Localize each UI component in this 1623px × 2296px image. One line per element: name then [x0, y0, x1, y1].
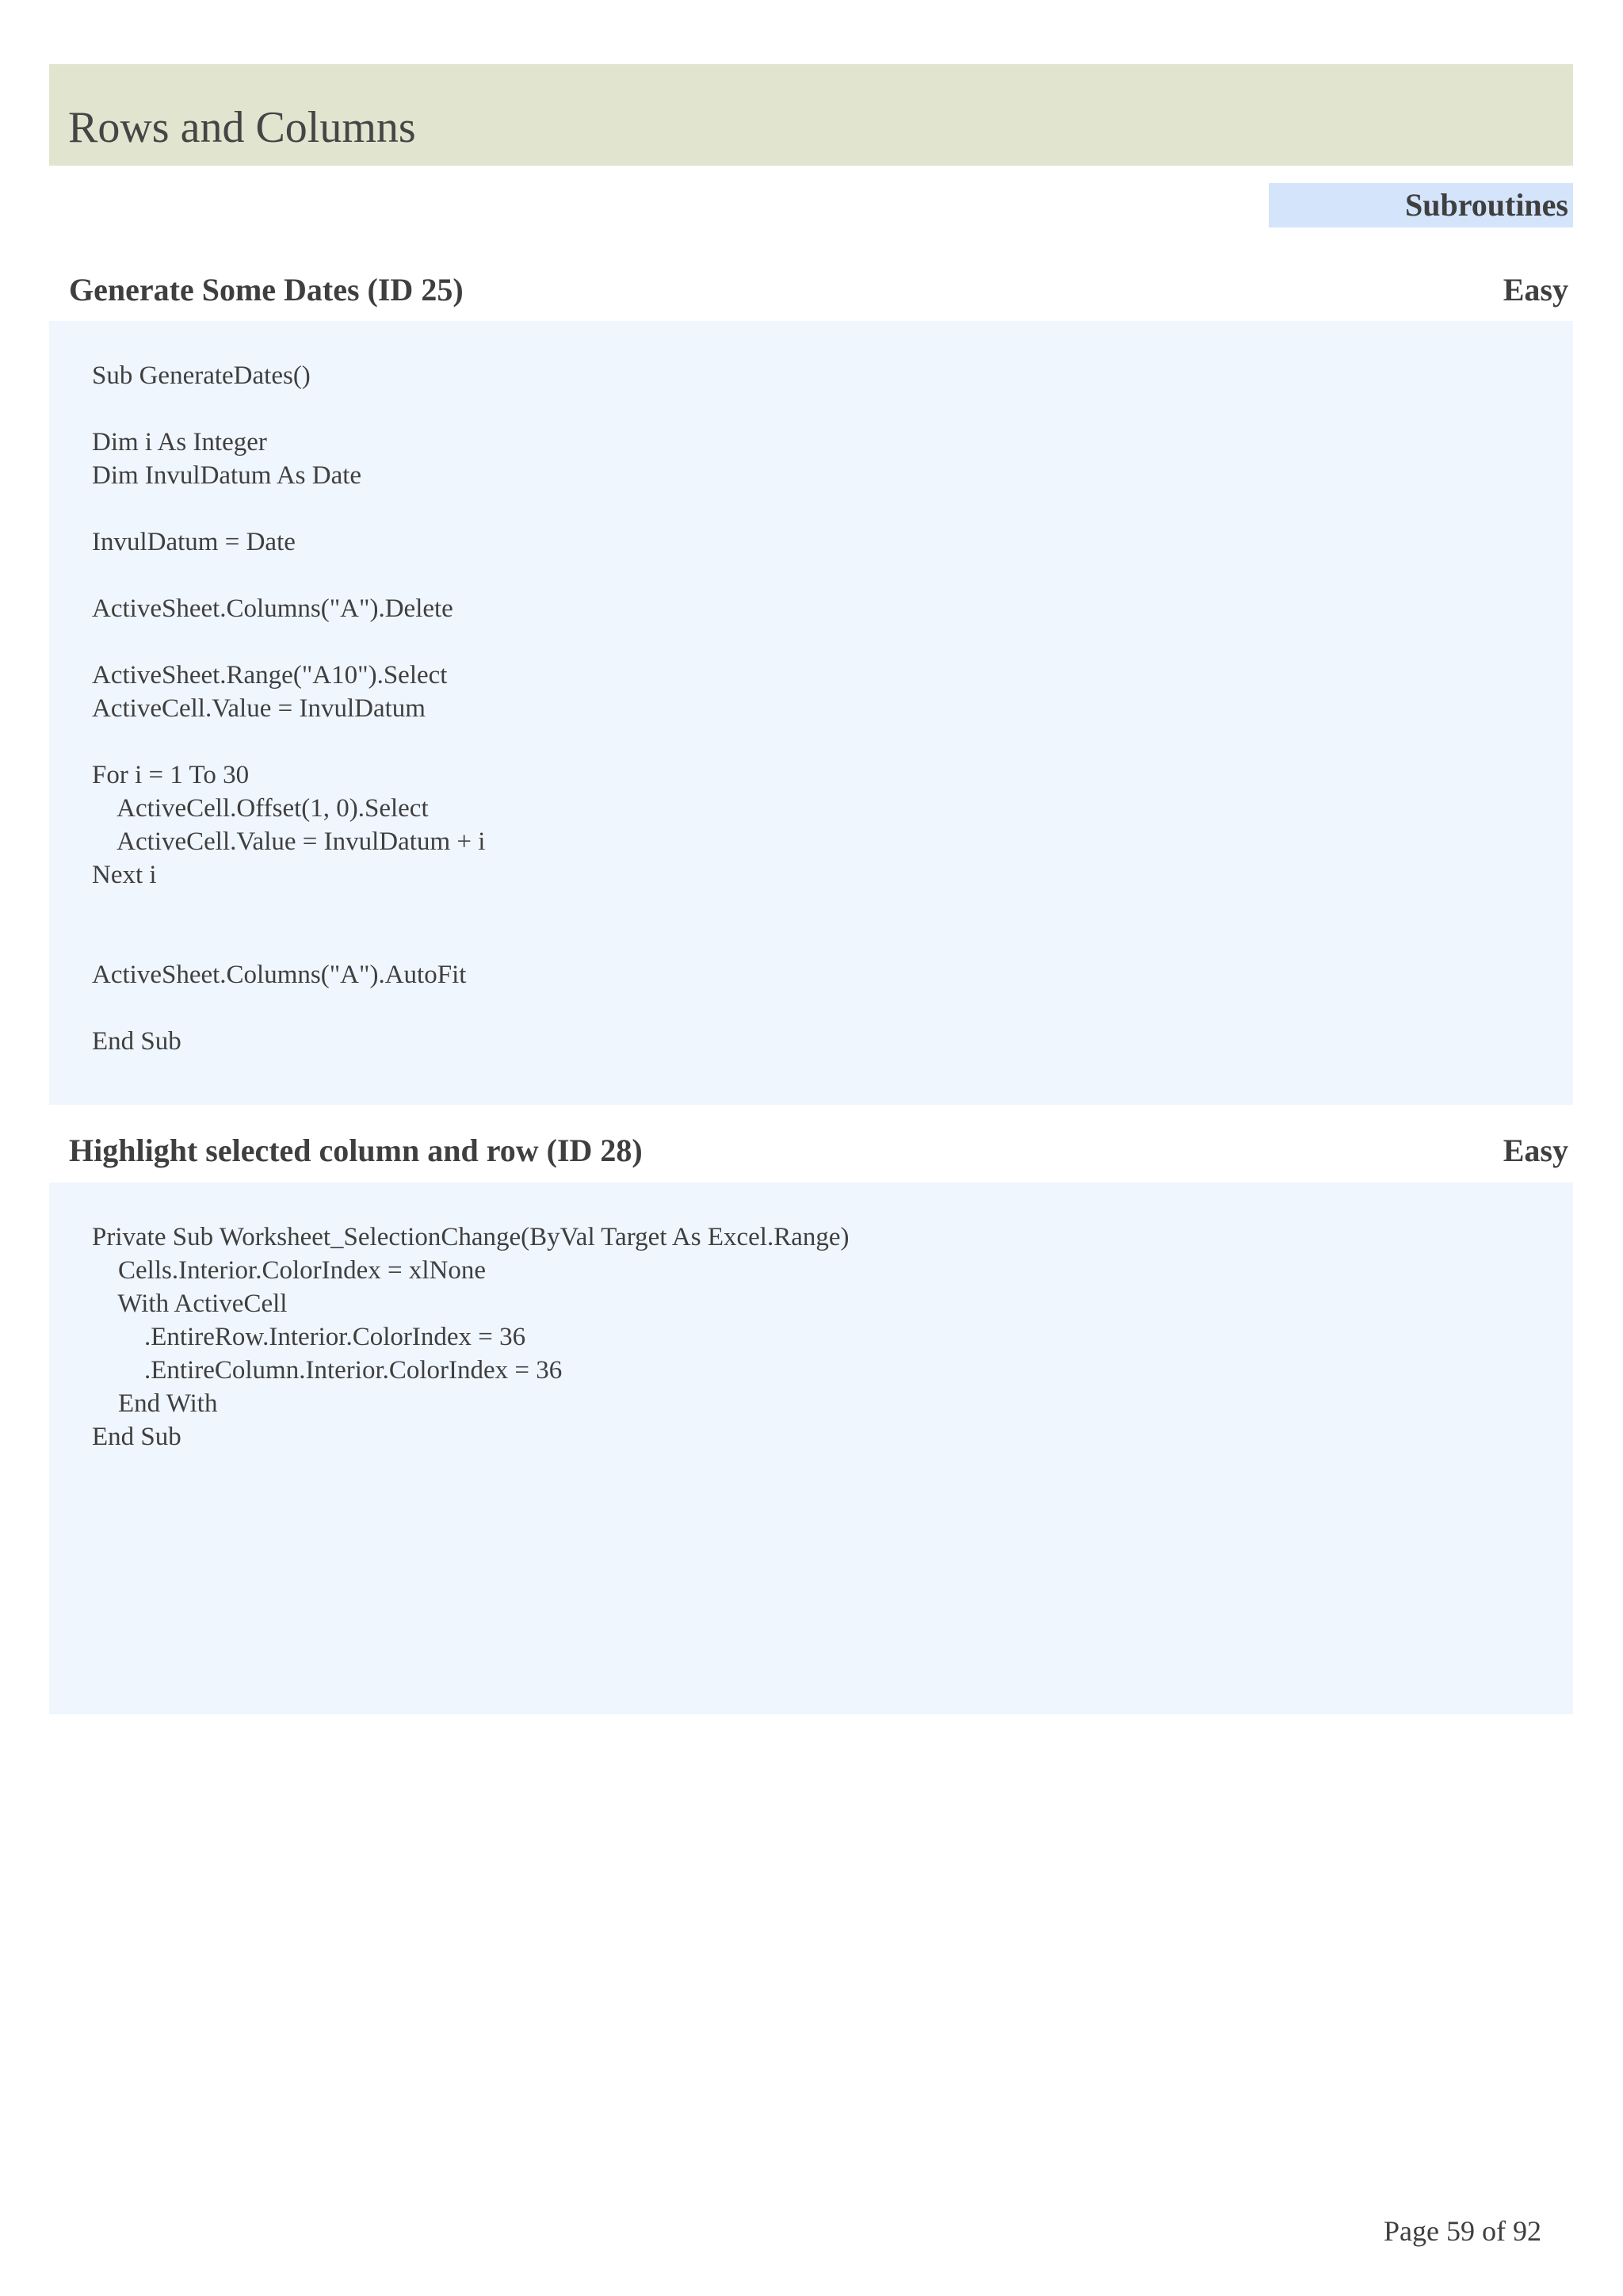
section-title: Generate Some Dates (ID 25)	[69, 272, 464, 308]
difficulty-badge: Easy	[1503, 1133, 1568, 1168]
code-line: ActiveCell.Value = InvulDatum + i	[92, 827, 486, 856]
code-block-generate-dates	[49, 321, 1573, 1105]
code-line: ActiveSheet.Columns("A").AutoFit	[92, 961, 467, 989]
code-line: End Sub	[92, 1027, 181, 1056]
code-line: Next i	[92, 861, 157, 889]
code-line: Private Sub Worksheet_SelectionChange(ByVal Target As Excel.Range)	[92, 1223, 850, 1251]
section-heading-highlight-selection	[69, 1129, 1571, 1173]
page-title: Rows and Columns	[68, 103, 416, 152]
code-line: .EntireColumn.Interior.ColorIndex = 36	[92, 1356, 563, 1385]
section-title: Highlight selected column and row (ID 28)	[69, 1133, 643, 1168]
page-number: Page 59 of 92	[1384, 2215, 1541, 2247]
code-line: End With	[92, 1389, 218, 1418]
code-block-highlight-selection	[49, 1182, 1573, 1714]
code-line: ActiveSheet.Columns("A").Delete	[92, 594, 453, 623]
code-line: InvulDatum = Date	[92, 528, 296, 556]
difficulty-badge: Easy	[1503, 272, 1568, 308]
page-header	[49, 64, 1573, 166]
code-line: Cells.Interior.ColorIndex = xlNone	[92, 1256, 487, 1285]
section-heading-generate-dates	[69, 268, 1571, 312]
code-line: ActiveSheet.Range("A10").Select	[92, 661, 448, 690]
code-line: End Sub	[92, 1423, 181, 1451]
code-line: Sub GenerateDates()	[92, 361, 311, 390]
code-line: .EntireRow.Interior.ColorIndex = 36	[92, 1323, 526, 1351]
code-line: With ActiveCell	[92, 1289, 288, 1318]
code-line: For i = 1 To 30	[92, 761, 250, 789]
category-badge: Subroutines	[1269, 183, 1573, 227]
code-line: Dim i As Integer	[92, 428, 267, 457]
code-line: ActiveCell.Offset(1, 0).Select	[92, 794, 429, 823]
code-line: Dim InvulDatum As Date	[92, 461, 362, 490]
code-line: ActiveCell.Value = InvulDatum	[92, 694, 426, 723]
